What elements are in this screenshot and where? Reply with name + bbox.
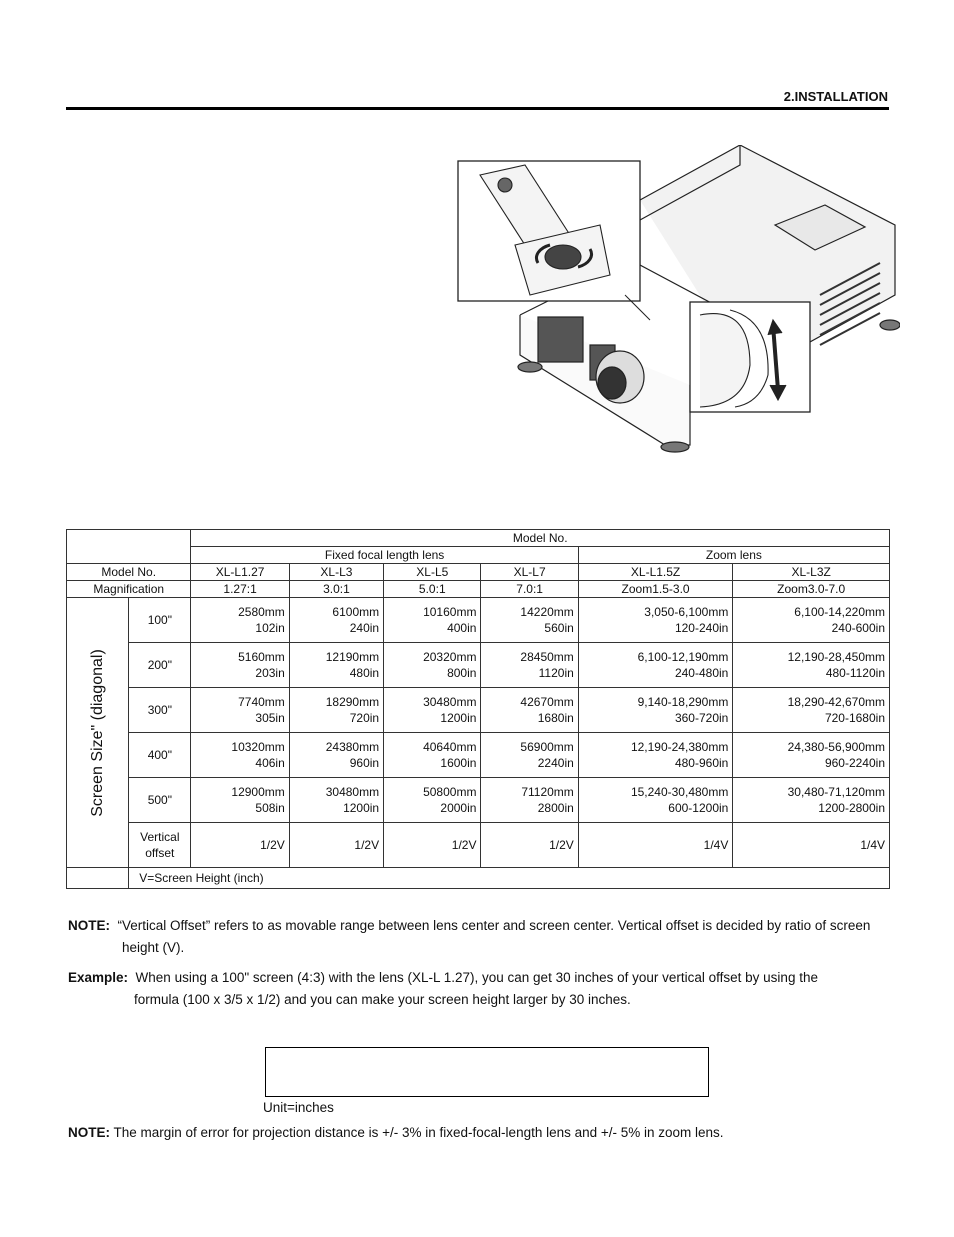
model-cell: XL-L3 <box>289 564 383 581</box>
model-cell: XL-L7 <box>481 564 578 581</box>
offset-cell: 1/2V <box>289 823 383 868</box>
distance-cell: 40640mm 1600in <box>384 733 481 778</box>
distance-cell: 71120mm 2800in <box>481 778 578 823</box>
distance-cell: 5160mm 203in <box>191 643 289 688</box>
zoom-lens-group-header: Zoom lens <box>578 547 889 564</box>
section-title: 2.INSTALLATION <box>783 89 888 104</box>
screen-size-cell: 400" <box>129 733 191 778</box>
distance-cell: 9,140-18,290mm 360-720in <box>578 688 733 733</box>
table-footnote: V=Screen Height (inch) <box>129 868 890 889</box>
distance-cell: 2580mm 102in <box>191 598 289 643</box>
projection-distance-table <box>66 529 890 889</box>
model-no-group-header: Model No. <box>191 530 890 547</box>
screen-size-cell: 300" <box>129 688 191 733</box>
fixed-lens-group-header: Fixed focal length lens <box>191 547 578 564</box>
distance-cell: 6100mm 240in <box>289 598 383 643</box>
corner-cell <box>67 530 191 564</box>
offset-cell: 1/4V <box>733 823 890 868</box>
margin-of-error-note: NOTE: The margin of error for projection distance is +/- 3% in fixed-focal-length lens and +/- 5% in zoom lens. <box>68 1125 724 1140</box>
model-cell: XL-L5 <box>384 564 481 581</box>
vertical-offset-label: Vertical offset <box>129 823 191 868</box>
distance-cell: 3,050-6,100mm 120-240in <box>578 598 733 643</box>
screen-size-label: Screen Size" (diagonal) <box>88 648 106 817</box>
distance-cell: 12,190-28,450mm 480-1120in <box>733 643 890 688</box>
unit-label: Unit=inches <box>263 1100 334 1115</box>
distance-cell: 20320mm 800in <box>384 643 481 688</box>
model-cell: XL-L1.5Z <box>578 564 733 581</box>
footnote-spacer <box>67 868 129 889</box>
screen-size-cell: 200" <box>129 643 191 688</box>
vertical-offset-note: NOTE: “Vertical Offset” refers to as movable range between lens center and screen center. Vertical offset is decided by ratio of screen height (V). <box>68 918 871 955</box>
offset-cell: 1/2V <box>191 823 289 868</box>
example-paragraph: Example: When using a 100" screen (4:3) with the lens (XL-L 1.27), you can get 30 inches of your vertical offset by using the formula (100 x 3/5 x 1/2) and you can make your screen height larger by 30 inches. <box>68 970 818 1007</box>
magnification-cell: 1.27:1 <box>191 581 289 598</box>
screen-size-axis-cell <box>67 598 129 868</box>
distance-cell: 14220mm 560in <box>481 598 578 643</box>
projector-illustration <box>450 145 900 470</box>
distance-cell: 30480mm 1200in <box>289 778 383 823</box>
distance-cell: 50800mm 2000in <box>384 778 481 823</box>
magnification-cell: Zoom3.0-7.0 <box>733 581 890 598</box>
offset-cell: 1/2V <box>384 823 481 868</box>
row-label-model: Model No. <box>67 564 191 581</box>
distance-cell: 10160mm 400in <box>384 598 481 643</box>
distance-cell: 28450mm 1120in <box>481 643 578 688</box>
magnification-cell: 5.0:1 <box>384 581 481 598</box>
magnification-cell: 3.0:1 <box>289 581 383 598</box>
screen-size-cell: 500" <box>129 778 191 823</box>
distance-cell: 12900mm 508in <box>191 778 289 823</box>
distance-cell: 10320mm 406in <box>191 733 289 778</box>
distance-cell: 7740mm 305in <box>191 688 289 733</box>
magnification-cell: Zoom1.5-3.0 <box>578 581 733 598</box>
distance-cell: 12190mm 480in <box>289 643 383 688</box>
distance-cell: 30,480-71,120mm 1200-2800in <box>733 778 890 823</box>
distance-cell: 24,380-56,900mm 960-2240in <box>733 733 890 778</box>
model-cell: XL-L1.27 <box>191 564 289 581</box>
distance-cell: 42670mm 1680in <box>481 688 578 733</box>
distance-cell: 18290mm 720in <box>289 688 383 733</box>
distance-cell: 24380mm 960in <box>289 733 383 778</box>
row-label-magnification: Magnification <box>67 581 191 598</box>
distance-cell: 18,290-42,670mm 720-1680in <box>733 688 890 733</box>
magnification-cell: 7.0:1 <box>481 581 578 598</box>
distance-cell: 30480mm 1200in <box>384 688 481 733</box>
distance-cell: 15,240-30,480mm 600-1200in <box>578 778 733 823</box>
distance-cell: 6,100-12,190mm 240-480in <box>578 643 733 688</box>
distance-cell: 56900mm 2240in <box>481 733 578 778</box>
header-rule <box>66 107 889 110</box>
distance-cell: 6,100-14,220mm 240-600in <box>733 598 890 643</box>
distance-cell: 12,190-24,380mm 480-960in <box>578 733 733 778</box>
screen-size-cell: 100" <box>129 598 191 643</box>
empty-frame-box <box>265 1047 709 1097</box>
model-cell: XL-L3Z <box>733 564 890 581</box>
offset-cell: 1/4V <box>578 823 733 868</box>
offset-cell: 1/2V <box>481 823 578 868</box>
